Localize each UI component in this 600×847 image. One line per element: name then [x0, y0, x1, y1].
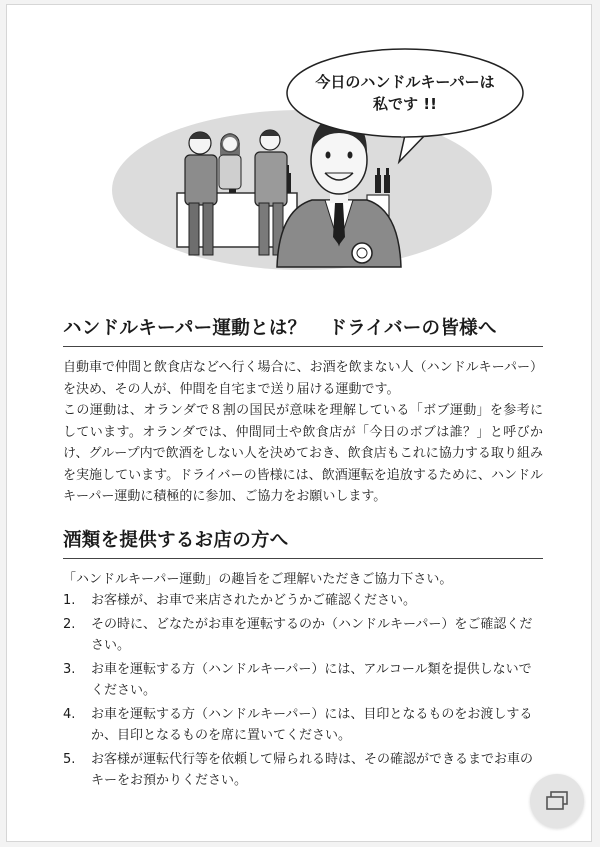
- open-in-window-button[interactable]: [530, 774, 584, 828]
- item-number: 3.: [63, 662, 76, 677]
- heading-part-2: ドライバーの皆様へ: [328, 318, 497, 339]
- item-number: 5.: [63, 752, 76, 767]
- section-handle-keeper: [63, 316, 543, 508]
- list-item: [63, 659, 543, 701]
- list-item: [63, 704, 543, 746]
- speech-line-1: 今日のハンドルキーパーは: [315, 73, 495, 91]
- intro-text: 「ハンドルキーパー運動」の趣旨をご理解いただきご協力下さい。: [63, 572, 453, 587]
- list-item: [63, 590, 543, 611]
- document-page: [6, 4, 592, 842]
- paragraph-2: この運動は、オランダで８割の国民が意味を理解している「ボブ運動」を参考にしています。オランダでは、仲間同士や飲食店が「今日のボブは誰？」と呼びかけ、グループ内で飲酒をしない人を決めておき、飲食店もこれに協力する取り組みを実施しています。ドライバーの皆様には、飲酒運転を追放するために、ハンドルキーパー運動に積極的に参加、ご協力をお願いします。: [63, 403, 543, 504]
- windows-icon: [545, 791, 569, 811]
- party-illustration: [7, 5, 591, 305]
- list-item: [63, 614, 543, 656]
- item-text: お車を運転する方（ハンドルキーパー）には、目印となるものをお渡しするか、目印となるものを席に置いてください。: [91, 707, 533, 743]
- list-item: [63, 749, 543, 791]
- item-text: お客様が運転代行等を依頼して帰られる時は、その確認ができるまでお車のキーをお預かりください。: [91, 752, 534, 788]
- item-text: お車を運転する方（ハンドルキーパー）には、アルコール類を提供しないでください。: [91, 662, 532, 698]
- item-number: 1.: [63, 593, 76, 608]
- speech-line-2: 私です !!: [373, 95, 437, 113]
- section-heading: [63, 316, 543, 347]
- heading-part-1: ハンドルキーパー運動とは？: [63, 318, 307, 339]
- section-shops: [63, 528, 543, 794]
- section-heading: 酒類を提供するお店の方へ: [63, 528, 543, 559]
- request-list: [63, 590, 543, 791]
- speech-text: [285, 53, 525, 137]
- item-number: 2.: [63, 617, 76, 632]
- item-text: その時に、どなたがお車を運転するのか（ハンドルキーパー）をご確認ください。: [91, 617, 533, 653]
- guest-woman: [219, 133, 241, 189]
- item-number: 4.: [63, 707, 76, 722]
- item-text: お客様が、お車で来店されたかどうかご確認ください。: [91, 593, 417, 608]
- paragraph-1: 自動車で仲間と飲食店などへ行く場合に、お酒を飲まない人（ハンドルキーパー）を決め、その人が、仲間を自宅まで送り届ける運動です。: [63, 360, 543, 397]
